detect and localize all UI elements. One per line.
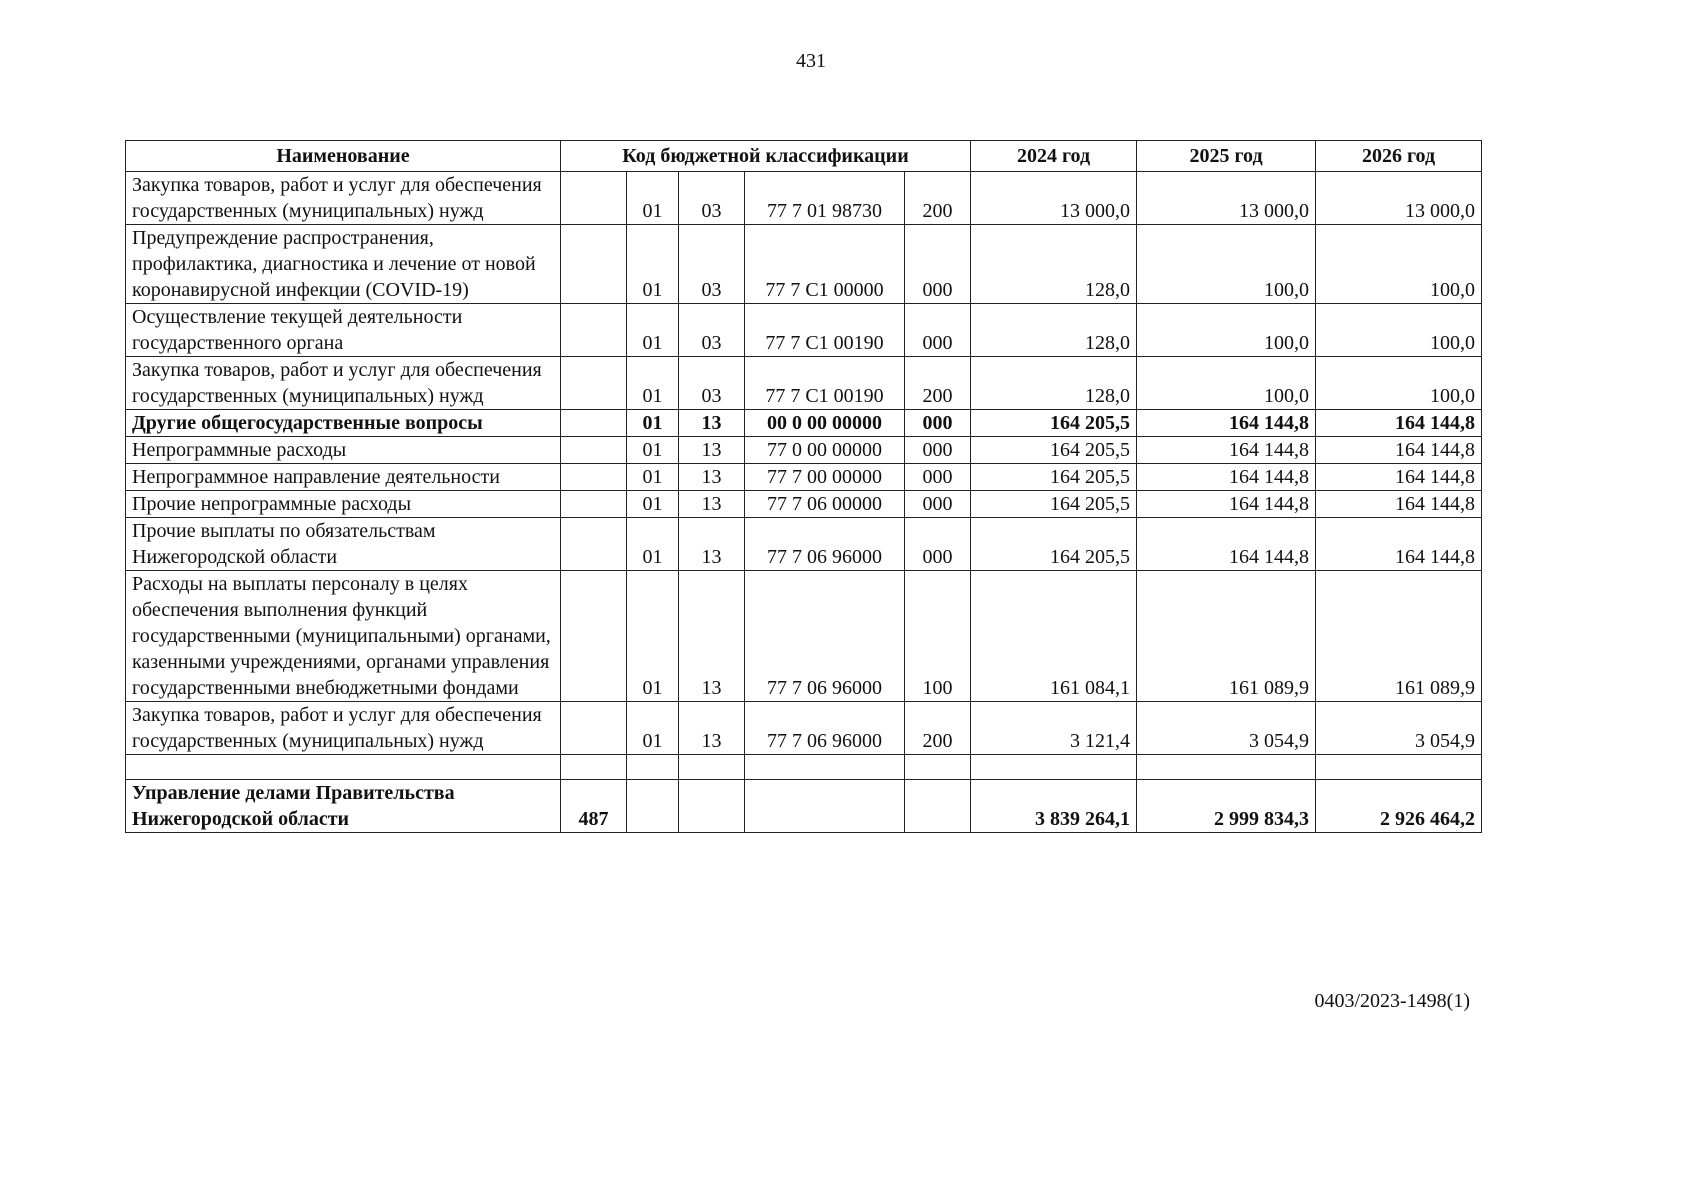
row-name: Другие общегосударственные вопросы <box>126 410 561 437</box>
row-subsection-code: 03 <box>679 304 745 357</box>
row-value-2026 <box>1316 755 1482 780</box>
row-name: Закупка товаров, работ и услуг для обеспечения государственных (муниципальных) нужд <box>126 702 561 755</box>
row-value-2024: 164 205,5 <box>971 518 1137 571</box>
row-value-2026: 100,0 <box>1316 357 1482 410</box>
row-value-2025 <box>1137 755 1316 780</box>
row-section-code: 01 <box>627 357 679 410</box>
row-subsection-code: 03 <box>679 225 745 304</box>
row-expense-type: 100 <box>905 571 971 702</box>
row-expense-type <box>905 780 971 833</box>
row-target-article: 00 0 00 00000 <box>745 410 905 437</box>
row-target-article <box>745 755 905 780</box>
table-header-row <box>126 141 1482 172</box>
row-value-2026: 161 089,9 <box>1316 571 1482 702</box>
row-gr-code <box>561 410 627 437</box>
row-target-article: 77 7 06 96000 <box>745 571 905 702</box>
row-value-2026: 2 926 464,2 <box>1316 780 1482 833</box>
row-value-2025: 100,0 <box>1137 304 1316 357</box>
row-subsection-code: 13 <box>679 410 745 437</box>
row-value-2024: 164 205,5 <box>971 464 1137 491</box>
row-value-2025: 164 144,8 <box>1137 491 1316 518</box>
row-value-2025: 161 089,9 <box>1137 571 1316 702</box>
row-expense-type: 000 <box>905 410 971 437</box>
row-value-2026: 100,0 <box>1316 225 1482 304</box>
table-row <box>126 304 1482 357</box>
row-value-2026: 13 000,0 <box>1316 172 1482 225</box>
row-value-2024: 3 839 264,1 <box>971 780 1137 833</box>
row-value-2025: 164 144,8 <box>1137 437 1316 464</box>
row-name: Предупреждение распространения, профилактика, диагностика и лечение от новой коронавирусной инфекции (COVID-19) <box>126 225 561 304</box>
row-section-code: 01 <box>627 571 679 702</box>
row-subsection-code: 13 <box>679 571 745 702</box>
row-value-2025: 100,0 <box>1137 357 1316 410</box>
row-target-article: 77 7 00 00000 <box>745 464 905 491</box>
row-value-2024: 128,0 <box>971 357 1137 410</box>
row-value-2026: 164 144,8 <box>1316 464 1482 491</box>
header-2024: 2024 год <box>971 141 1137 172</box>
row-subsection-code <box>679 780 745 833</box>
row-gr-code <box>561 755 627 780</box>
table-row <box>126 357 1482 410</box>
row-value-2026: 164 144,8 <box>1316 518 1482 571</box>
row-target-article <box>745 780 905 833</box>
header-code: Код бюджетной классификации <box>561 141 971 172</box>
row-value-2025: 164 144,8 <box>1137 518 1316 571</box>
row-target-article: 77 7 06 00000 <box>745 491 905 518</box>
row-value-2024: 128,0 <box>971 225 1137 304</box>
budget-table <box>125 140 1482 833</box>
table-row <box>126 702 1482 755</box>
row-section-code: 01 <box>627 518 679 571</box>
page-number: 431 <box>796 50 826 72</box>
row-target-article: 77 7 C1 00000 <box>745 225 905 304</box>
table-row <box>126 225 1482 304</box>
row-subsection-code: 13 <box>679 702 745 755</box>
row-section-code: 01 <box>627 172 679 225</box>
row-name: Непрограммное направление деятельности <box>126 464 561 491</box>
row-expense-type <box>905 755 971 780</box>
row-value-2026: 3 054,9 <box>1316 702 1482 755</box>
table-row <box>126 437 1482 464</box>
row-section-code: 01 <box>627 491 679 518</box>
row-name: Закупка товаров, работ и услуг для обеспечения государственных (муниципальных) нужд <box>126 172 561 225</box>
row-target-article: 77 7 06 96000 <box>745 518 905 571</box>
row-gr-code <box>561 571 627 702</box>
row-name: Прочие непрограммные расходы <box>126 491 561 518</box>
document-code: 0403/2023-1498(1) <box>1314 990 1470 1012</box>
row-gr-code <box>561 304 627 357</box>
header-2026: 2026 год <box>1316 141 1482 172</box>
row-section-code: 01 <box>627 437 679 464</box>
row-target-article: 77 7 C1 00190 <box>745 357 905 410</box>
row-gr-code <box>561 172 627 225</box>
row-gr-code <box>561 491 627 518</box>
row-section-code: 01 <box>627 410 679 437</box>
row-expense-type: 000 <box>905 518 971 571</box>
header-name: Наименование <box>126 141 561 172</box>
row-subsection-code: 13 <box>679 491 745 518</box>
row-value-2025: 100,0 <box>1137 225 1316 304</box>
row-value-2024: 161 084,1 <box>971 571 1137 702</box>
table-row <box>126 464 1482 491</box>
row-gr-code <box>561 437 627 464</box>
row-value-2025: 164 144,8 <box>1137 464 1316 491</box>
row-value-2026: 164 144,8 <box>1316 491 1482 518</box>
row-gr-code <box>561 518 627 571</box>
row-value-2024: 128,0 <box>971 304 1137 357</box>
row-section-code <box>627 780 679 833</box>
row-subsection-code: 13 <box>679 518 745 571</box>
row-gr-code <box>561 464 627 491</box>
row-gr-code <box>561 225 627 304</box>
row-target-article: 77 7 06 96000 <box>745 702 905 755</box>
row-target-article: 77 7 01 98730 <box>745 172 905 225</box>
row-subsection-code: 13 <box>679 437 745 464</box>
row-expense-type: 200 <box>905 702 971 755</box>
table-row <box>126 172 1482 225</box>
row-gr-code: 487 <box>561 780 627 833</box>
row-expense-type: 200 <box>905 357 971 410</box>
table-row <box>126 518 1482 571</box>
row-name: Расходы на выплаты персоналу в целях обеспечения выполнения функций государственными (муниципальными) органами, казенными учреждениями, органами управления государственными внебюджетными фондами <box>126 571 561 702</box>
table-row <box>126 780 1482 833</box>
row-name: Прочие выплаты по обязательствам Нижегородской области <box>126 518 561 571</box>
row-name: Управление делами Правительства Нижегородской области <box>126 780 561 833</box>
row-value-2025: 3 054,9 <box>1137 702 1316 755</box>
row-subsection-code: 13 <box>679 464 745 491</box>
row-expense-type: 000 <box>905 225 971 304</box>
row-section-code: 01 <box>627 702 679 755</box>
row-section-code: 01 <box>627 225 679 304</box>
row-name: Осуществление текущей деятельности государственного органа <box>126 304 561 357</box>
row-value-2024: 3 121,4 <box>971 702 1137 755</box>
row-name <box>126 755 561 780</box>
row-target-article: 77 7 C1 00190 <box>745 304 905 357</box>
header-2025: 2025 год <box>1137 141 1316 172</box>
table-row <box>126 410 1482 437</box>
row-subsection-code <box>679 755 745 780</box>
row-name: Закупка товаров, работ и услуг для обеспечения государственных (муниципальных) нужд <box>126 357 561 410</box>
row-value-2026: 100,0 <box>1316 304 1482 357</box>
row-name: Непрограммные расходы <box>126 437 561 464</box>
row-value-2025: 13 000,0 <box>1137 172 1316 225</box>
row-value-2025: 164 144,8 <box>1137 410 1316 437</box>
row-expense-type: 000 <box>905 304 971 357</box>
row-subsection-code: 03 <box>679 172 745 225</box>
row-value-2026: 164 144,8 <box>1316 437 1482 464</box>
row-expense-type: 000 <box>905 464 971 491</box>
row-subsection-code: 03 <box>679 357 745 410</box>
table-body <box>126 172 1482 833</box>
row-gr-code <box>561 357 627 410</box>
table-row <box>126 571 1482 702</box>
row-value-2026: 164 144,8 <box>1316 410 1482 437</box>
row-section-code: 01 <box>627 304 679 357</box>
row-value-2024 <box>971 755 1137 780</box>
row-expense-type: 200 <box>905 172 971 225</box>
row-value-2024: 164 205,5 <box>971 491 1137 518</box>
row-gr-code <box>561 702 627 755</box>
table-row <box>126 755 1482 780</box>
row-value-2025: 2 999 834,3 <box>1137 780 1316 833</box>
row-target-article: 77 0 00 00000 <box>745 437 905 464</box>
table-row <box>126 491 1482 518</box>
row-value-2024: 13 000,0 <box>971 172 1137 225</box>
row-value-2024: 164 205,5 <box>971 410 1137 437</box>
row-section-code: 01 <box>627 464 679 491</box>
row-expense-type: 000 <box>905 437 971 464</box>
row-value-2024: 164 205,5 <box>971 437 1137 464</box>
row-expense-type: 000 <box>905 491 971 518</box>
row-section-code <box>627 755 679 780</box>
